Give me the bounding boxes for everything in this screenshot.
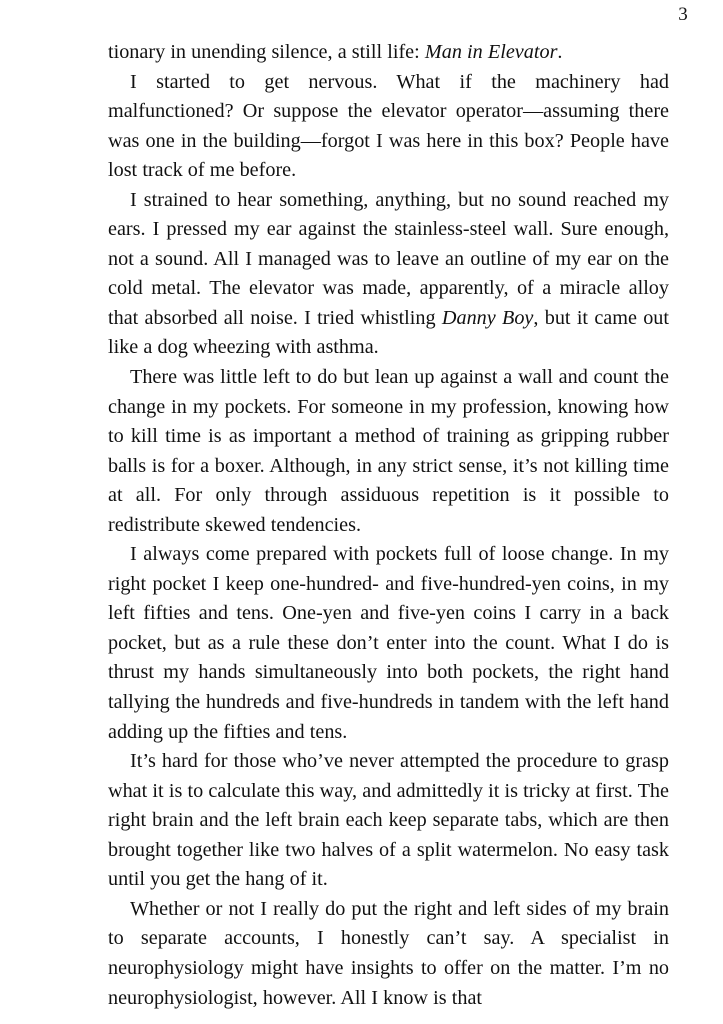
para-nervous xyxy=(108,68,669,186)
text-run: It’s hard for those who’ve never attempted the procedure to grasp what it is to calculate this way, and admittedly it is tricky at first. The right brain and the left brain each keep separate tabs, which are then brought together like two halves of a split watermelon. No easy task until you get the hang of it. xyxy=(108,750,669,891)
para-continuation xyxy=(108,38,669,68)
text-run: I strained to hear something, anything, but no sound reached my ears. I pressed my ear against the stainless-steel wall. Sure enough, not a sound. All I managed was to leave an outline of my ear on the cold metal. The elevator was made, apparently, of a miracle alloy that absorbed all noise. I tried whistling xyxy=(108,188,669,329)
text-run: There was little left to do but lean up against a wall and count the change in my pockets. For someone in my profession, knowing how to kill time is as important a method of training as gripping rubber balls is for a boxer. Although, in any strict sense, it’s not killing time at all. For only through assiduous repetition is it possible to redistribute skewed tendencies. xyxy=(108,366,669,536)
para-loose-change xyxy=(108,540,669,747)
text-run: Whether or not I really do put the right and left sides of my brain to separate accounts, I honestly can’t say. A specialist in neurophysiology might have insights to offer on the matter. I’m no neurophysiologist, however. All I know is that xyxy=(108,897,669,1009)
para-strained xyxy=(108,186,669,363)
text-run: . xyxy=(557,41,563,63)
para-whether-or-not xyxy=(108,895,669,1013)
italic-title-run: Danny Boy xyxy=(441,306,534,329)
page-number: 3 xyxy=(678,4,688,25)
para-hard-to-grasp xyxy=(108,747,669,895)
text-run: I started to get nervous. What if the machinery had malfunctioned? Or suppose the elevator operator—assuming there was one in the building—forgot I was here in this box? People have lost track of me before. xyxy=(108,70,669,182)
italic-title-run: Man in Elevator xyxy=(424,41,558,63)
text-run: , but it came out like a dog wheezing with asthma. xyxy=(108,306,669,359)
text-run: tionary in unending silence, a still life: xyxy=(108,41,425,63)
para-little-left xyxy=(108,363,669,540)
body-text-block xyxy=(108,38,669,1013)
text-run: I always come prepared with pockets full of loose change. In my right pocket I keep one-hundred- and five-hundred-yen coins, in my left fifties and tens. One-yen and five-yen coins I carry in a back pocket, but as a rule these don’t enter into the count. What I do is thrust my hands simultaneously into both pockets, the right hand tallying the hundreds and five-hundreds in tandem with the left hand adding up the fifties and tens. xyxy=(108,543,669,743)
